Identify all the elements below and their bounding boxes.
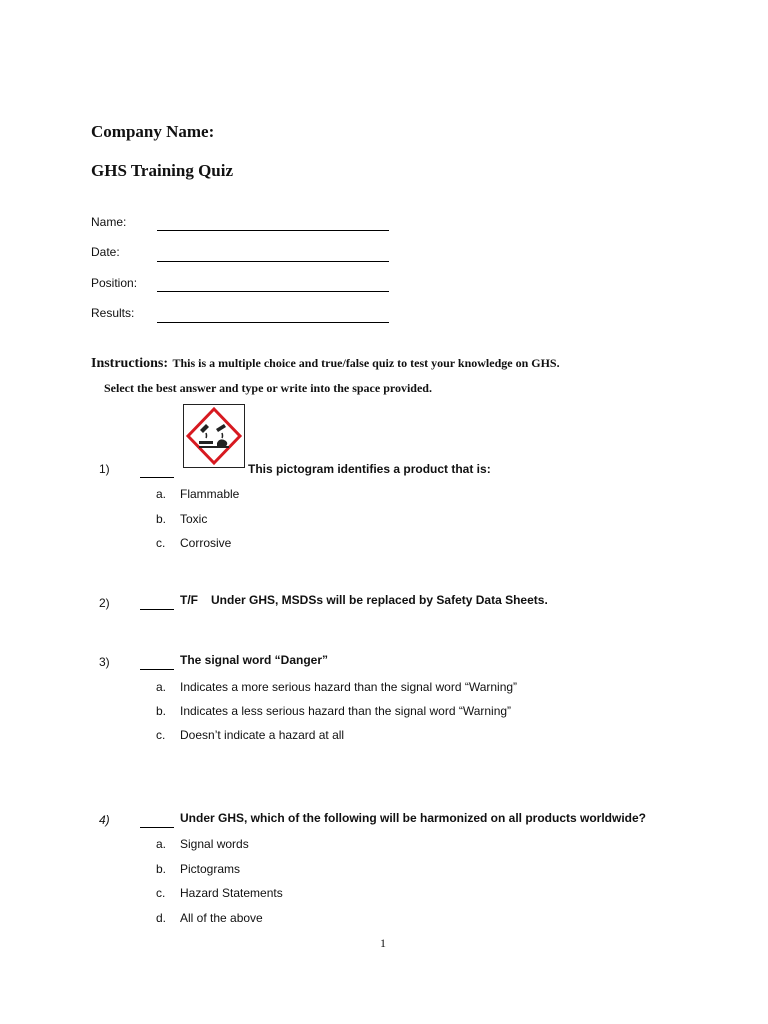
question-4-answer-blank[interactable] — [140, 827, 174, 828]
page-number: 1 — [380, 936, 386, 950]
quiz-title: GHS Training Quiz — [91, 161, 234, 180]
question-1-answer-blank[interactable] — [140, 477, 174, 478]
position-field-line[interactable] — [157, 291, 389, 292]
q3-option-a-letter: a. — [156, 680, 167, 694]
results-label: Results: — [91, 306, 135, 320]
q4-option-b-text: Pictograms — [180, 862, 241, 876]
q4-option-c-text: Hazard Statements — [180, 886, 283, 900]
q1-option-c-letter: c. — [156, 536, 166, 550]
corrosion-diamond-icon — [184, 405, 244, 467]
q1-option-b-letter: b. — [156, 512, 167, 526]
q4-option-d-letter: d. — [156, 911, 167, 925]
q3-option-c-letter: c. — [156, 728, 166, 742]
date-label: Date: — [91, 245, 120, 259]
question-3-text: The signal word “Danger” — [180, 653, 329, 667]
question-2-tf-label: T/F — [180, 593, 198, 607]
instructions-line-2: Select the best answer and type or write into the space provided. — [104, 381, 432, 395]
q4-option-b-letter: b. — [156, 862, 167, 876]
position-label: Position: — [91, 276, 138, 290]
question-1-number: 1) — [99, 462, 110, 476]
results-field-line[interactable] — [157, 322, 389, 323]
q4-option-a-letter: a. — [156, 837, 167, 851]
q1-option-b-text: Toxic — [180, 512, 208, 526]
date-field-line[interactable] — [157, 261, 389, 262]
question-3-number: 3) — [99, 655, 110, 669]
instructions-block — [91, 354, 560, 372]
q4-option-d-text: All of the above — [180, 911, 263, 925]
q4-option-c-letter: c. — [156, 886, 166, 900]
question-4-text: Under GHS, which of the following will be harmonized on all products worldwide? — [180, 811, 647, 825]
instructions-heading: Instructions: — [91, 356, 169, 371]
q1-option-c-text: Corrosive — [180, 536, 232, 550]
question-3-answer-blank[interactable] — [140, 669, 174, 670]
q3-option-a-text: Indicates a more serious hazard than the signal word “Warning” — [180, 680, 518, 694]
instructions-line-1: This is a multiple choice and true/false quiz to test your knowledge on GHS. — [172, 356, 560, 370]
question-2-number: 2) — [99, 596, 110, 610]
question-4-number: 4) — [99, 813, 110, 827]
question-1-text: This pictogram identifies a product that is: — [248, 462, 491, 476]
q3-option-b-letter: b. — [156, 704, 167, 718]
q1-option-a-text: Flammable — [180, 487, 240, 501]
name-field-line[interactable] — [157, 230, 389, 231]
name-label: Name: — [91, 215, 127, 229]
question-2-text: Under GHS, MSDSs will be replaced by Safety Data Sheets. — [211, 593, 548, 607]
q3-option-c-text: Doesn’t indicate a hazard at all — [180, 728, 345, 742]
company-name-heading: Company Name: — [91, 122, 215, 141]
q4-option-a-text: Signal words — [180, 837, 249, 851]
question-2-answer-blank[interactable] — [140, 609, 174, 610]
corrosion-pictogram-icon — [183, 404, 245, 468]
q1-option-a-letter: a. — [156, 487, 167, 501]
q3-option-b-text: Indicates a less serious hazard than the signal word “Warning” — [180, 704, 512, 718]
